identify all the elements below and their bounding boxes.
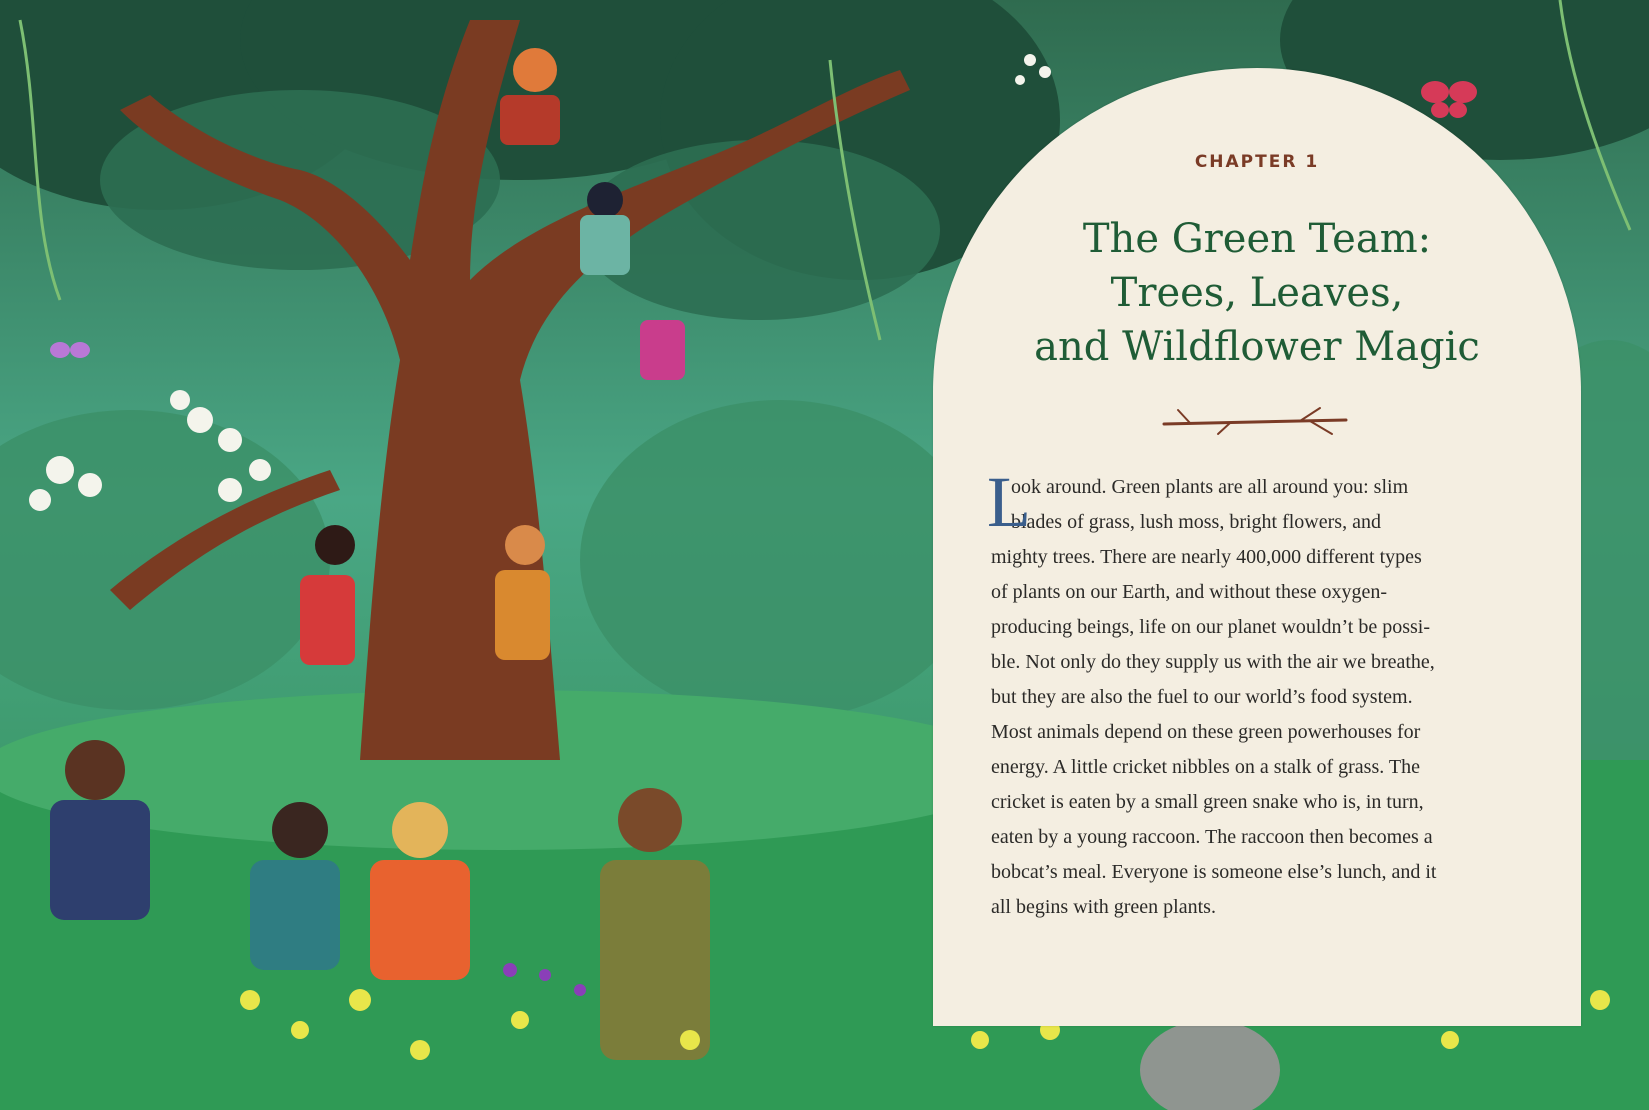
- title-line: and Wildflower Magic: [1034, 324, 1480, 370]
- body-line: cricket is eaten by a small green snake who is, in turn,: [991, 791, 1424, 813]
- body-line: energy. A little cricket nibbles on a stalk of grass. The: [991, 756, 1420, 778]
- body-line: blades of grass, lush moss, bright flowers, and: [1011, 511, 1381, 533]
- body-line: eaten by a young raccoon. The raccoon then becomes a: [991, 826, 1433, 848]
- drop-cap: L: [987, 462, 1031, 542]
- body-line: Most animals depend on these green powerhouses for: [991, 721, 1421, 743]
- body-line: ook around. Green plants are all around you: slim: [1011, 476, 1409, 498]
- title-line: Trees, Leaves,: [1110, 270, 1404, 316]
- body-line: ble. Not only do they supply us with the air we breathe,: [991, 651, 1435, 673]
- body-line: but they are also the fuel to our world’s food system.: [991, 686, 1413, 708]
- body-line: mighty trees. There are nearly 400,000 different types: [991, 546, 1422, 568]
- body-line: all begins with green plants.: [991, 896, 1216, 918]
- title-line: The Green Team:: [1082, 216, 1432, 262]
- chapter-title: [933, 212, 1581, 374]
- chapter-label: CHAPTER 1: [1194, 152, 1320, 172]
- body-line: bobcat’s meal. Everyone is someone else’s lunch, and it: [991, 861, 1437, 883]
- body-line: of plants on our Earth, and without these oxygen-: [991, 581, 1388, 603]
- body-paragraph: [987, 462, 1541, 925]
- twig-divider-icon: [1160, 398, 1350, 442]
- body-line: producing beings, life on our planet wouldn’t be possi-: [991, 616, 1431, 638]
